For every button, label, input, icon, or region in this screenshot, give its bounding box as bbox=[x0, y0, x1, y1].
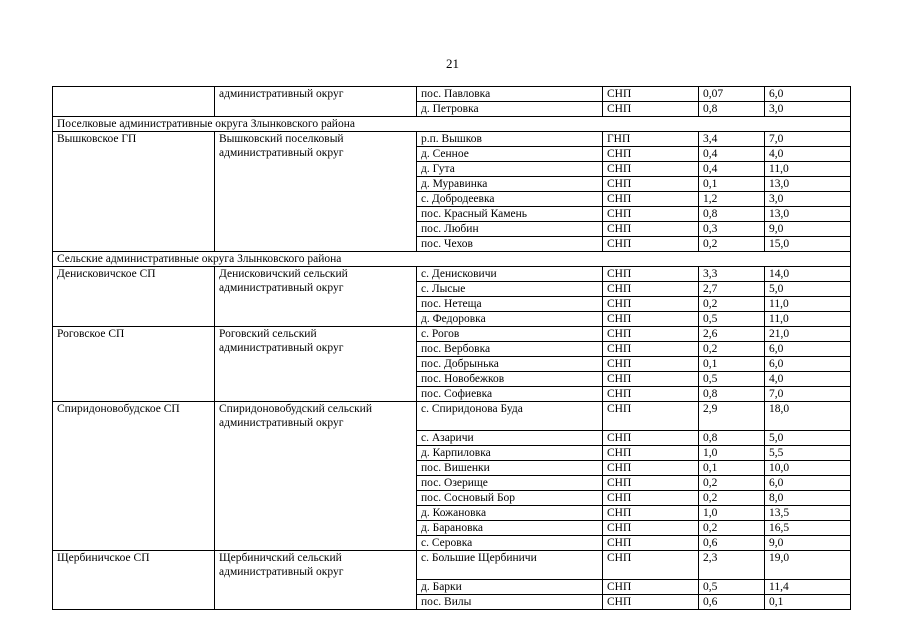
value-2: 21,0 bbox=[765, 327, 851, 342]
settlement-type: ГНП bbox=[603, 132, 699, 147]
table-body bbox=[53, 87, 851, 610]
value-1: 0,2 bbox=[699, 476, 765, 491]
value-1: 0,6 bbox=[699, 536, 765, 551]
value-1: 1,0 bbox=[699, 506, 765, 521]
value-1: 0,2 bbox=[699, 342, 765, 357]
settlement-municipality: Вышковское ГП bbox=[53, 132, 215, 252]
value-1: 0,2 bbox=[699, 521, 765, 536]
admin-district: Роговский сельский административный округ bbox=[215, 327, 417, 402]
value-1: 0,1 bbox=[699, 357, 765, 372]
value-1: 0,4 bbox=[699, 147, 765, 162]
place-name: пос. Сосновый Бор bbox=[417, 491, 603, 506]
value-1: 0,1 bbox=[699, 177, 765, 192]
place-name: пос. Софиевка bbox=[417, 387, 603, 402]
settlement-type: СНП bbox=[603, 237, 699, 252]
place-name: пос. Добрынька bbox=[417, 357, 603, 372]
place-name: с. Серовка bbox=[417, 536, 603, 551]
value-1: 0,2 bbox=[699, 491, 765, 506]
value-1: 1,0 bbox=[699, 446, 765, 461]
value-2: 13,0 bbox=[765, 207, 851, 222]
place-name: с. Лысые bbox=[417, 282, 603, 297]
place-name: д. Карпиловка bbox=[417, 446, 603, 461]
settlement-municipality: Щербиничское СП bbox=[53, 551, 215, 610]
value-2: 3,0 bbox=[765, 192, 851, 207]
settlement-type: СНП bbox=[603, 192, 699, 207]
settlement-type: СНП bbox=[603, 327, 699, 342]
settlements-table bbox=[52, 86, 851, 610]
table-row bbox=[53, 551, 851, 580]
value-1: 0,2 bbox=[699, 237, 765, 252]
settlement-type: СНП bbox=[603, 476, 699, 491]
place-name: с. Азаричи bbox=[417, 431, 603, 446]
value-2: 6,0 bbox=[765, 357, 851, 372]
place-name: д. Кожановка bbox=[417, 506, 603, 521]
value-1: 0,8 bbox=[699, 207, 765, 222]
value-1: 0,5 bbox=[699, 372, 765, 387]
settlement-type: СНП bbox=[603, 506, 699, 521]
value-1: 2,6 bbox=[699, 327, 765, 342]
settlement-type: СНП bbox=[603, 102, 699, 117]
value-2: 16,5 bbox=[765, 521, 851, 536]
settlement-type: СНП bbox=[603, 282, 699, 297]
admin-district: Вышковский поселковый административный округ bbox=[215, 132, 417, 252]
value-1: 0,8 bbox=[699, 102, 765, 117]
value-1: 0,4 bbox=[699, 162, 765, 177]
place-name: пос. Новобежков bbox=[417, 372, 603, 387]
settlement-type: СНП bbox=[603, 297, 699, 312]
value-1: 0,2 bbox=[699, 297, 765, 312]
place-name: пос. Любин bbox=[417, 222, 603, 237]
value-2: 5,0 bbox=[765, 282, 851, 297]
settlement-type: СНП bbox=[603, 551, 699, 580]
section-header-row bbox=[53, 117, 851, 132]
admin-district: административный округ bbox=[215, 87, 417, 117]
place-name: с. Спиридонова Буда bbox=[417, 402, 603, 431]
value-1: 0,07 bbox=[699, 87, 765, 102]
value-2: 11,0 bbox=[765, 162, 851, 177]
value-2: 6,0 bbox=[765, 476, 851, 491]
value-2: 7,0 bbox=[765, 132, 851, 147]
value-2: 3,0 bbox=[765, 102, 851, 117]
value-2: 13,0 bbox=[765, 177, 851, 192]
value-1: 0,8 bbox=[699, 387, 765, 402]
value-1: 2,9 bbox=[699, 402, 765, 431]
place-name: д. Сенное bbox=[417, 147, 603, 162]
value-1: 2,3 bbox=[699, 551, 765, 580]
value-2: 0,1 bbox=[765, 595, 851, 610]
settlement-type: СНП bbox=[603, 357, 699, 372]
place-name: пос. Вербовка bbox=[417, 342, 603, 357]
settlement-type: СНП bbox=[603, 446, 699, 461]
value-2: 6,0 bbox=[765, 342, 851, 357]
place-name: с. Добродеевка bbox=[417, 192, 603, 207]
settlement-municipality: Денисковичское СП bbox=[53, 267, 215, 327]
admin-district: Денисковичский сельский административный округ bbox=[215, 267, 417, 327]
settlement-type: СНП bbox=[603, 491, 699, 506]
value-2: 11,0 bbox=[765, 312, 851, 327]
value-2: 13,5 bbox=[765, 506, 851, 521]
place-name: пос. Красный Камень bbox=[417, 207, 603, 222]
place-name: пос. Чехов bbox=[417, 237, 603, 252]
value-2: 5,5 bbox=[765, 446, 851, 461]
settlement-type: СНП bbox=[603, 595, 699, 610]
value-2: 6,0 bbox=[765, 87, 851, 102]
table-row bbox=[53, 267, 851, 282]
settlement-type: СНП bbox=[603, 461, 699, 476]
value-2: 8,0 bbox=[765, 491, 851, 506]
place-name: д. Барановка bbox=[417, 521, 603, 536]
value-2: 5,0 bbox=[765, 431, 851, 446]
section-title: Сельские административные округа Злынковского района bbox=[53, 252, 851, 267]
section-header-row bbox=[53, 252, 851, 267]
settlement-type: СНП bbox=[603, 162, 699, 177]
settlement-type: СНП bbox=[603, 312, 699, 327]
value-2: 9,0 bbox=[765, 536, 851, 551]
settlement-municipality: Спиридоновобудское СП bbox=[53, 402, 215, 551]
section-title: Поселковые административные округа Злынковского района bbox=[53, 117, 851, 132]
value-2: 7,0 bbox=[765, 387, 851, 402]
settlement-type: СНП bbox=[603, 267, 699, 282]
settlement-type: СНП bbox=[603, 536, 699, 551]
value-1: 0,3 bbox=[699, 222, 765, 237]
settlement-type: СНП bbox=[603, 207, 699, 222]
value-1: 3,3 bbox=[699, 267, 765, 282]
value-1: 1,2 bbox=[699, 192, 765, 207]
place-name: с. Рогов bbox=[417, 327, 603, 342]
settlement-type: СНП bbox=[603, 87, 699, 102]
settlement-type: СНП bbox=[603, 147, 699, 162]
settlement-type: СНП bbox=[603, 580, 699, 595]
settlement-type: СНП bbox=[603, 222, 699, 237]
value-2: 4,0 bbox=[765, 372, 851, 387]
value-2: 18,0 bbox=[765, 402, 851, 431]
table-row bbox=[53, 402, 851, 431]
page-number: 21 bbox=[446, 56, 459, 71]
place-name: р.п. Вышков bbox=[417, 132, 603, 147]
settlement-type: СНП bbox=[603, 177, 699, 192]
settlement-type: СНП bbox=[603, 431, 699, 446]
value-2: 15,0 bbox=[765, 237, 851, 252]
place-name: д. Петровка bbox=[417, 102, 603, 117]
place-name: д. Гута bbox=[417, 162, 603, 177]
admin-district: Щербиничский сельский административный округ bbox=[215, 551, 417, 610]
settlement-type: СНП bbox=[603, 402, 699, 431]
value-1: 2,7 bbox=[699, 282, 765, 297]
settlement-type: СНП bbox=[603, 342, 699, 357]
value-1: 0,8 bbox=[699, 431, 765, 446]
value-1: 0,5 bbox=[699, 312, 765, 327]
place-name: д. Федоровка bbox=[417, 312, 603, 327]
value-2: 11,4 bbox=[765, 580, 851, 595]
value-2: 11,0 bbox=[765, 297, 851, 312]
settlement-municipality: Роговское СП bbox=[53, 327, 215, 402]
value-1: 0,6 bbox=[699, 595, 765, 610]
table-row bbox=[53, 132, 851, 147]
value-1: 0,1 bbox=[699, 461, 765, 476]
value-1: 0,5 bbox=[699, 580, 765, 595]
value-1: 3,4 bbox=[699, 132, 765, 147]
place-name: пос. Павловка bbox=[417, 87, 603, 102]
value-2: 19,0 bbox=[765, 551, 851, 580]
value-2: 14,0 bbox=[765, 267, 851, 282]
place-name: д. Муравинка bbox=[417, 177, 603, 192]
admin-district: Спиридоновобудский сельский административный округ bbox=[215, 402, 417, 551]
table-row bbox=[53, 327, 851, 342]
place-name: пос. Озерище bbox=[417, 476, 603, 491]
place-name: пос. Вилы bbox=[417, 595, 603, 610]
value-2: 9,0 bbox=[765, 222, 851, 237]
value-2: 4,0 bbox=[765, 147, 851, 162]
place-name: с. Денисковичи bbox=[417, 267, 603, 282]
place-name: с. Большие Щербиничи bbox=[417, 551, 603, 580]
place-name: пос. Нетеща bbox=[417, 297, 603, 312]
value-2: 10,0 bbox=[765, 461, 851, 476]
settlement-type: СНП bbox=[603, 521, 699, 536]
place-name: д. Барки bbox=[417, 580, 603, 595]
table-row bbox=[53, 87, 851, 102]
settlement-type: СНП bbox=[603, 387, 699, 402]
place-name: пос. Вишенки bbox=[417, 461, 603, 476]
settlement-municipality bbox=[53, 87, 215, 117]
settlement-type: СНП bbox=[603, 372, 699, 387]
